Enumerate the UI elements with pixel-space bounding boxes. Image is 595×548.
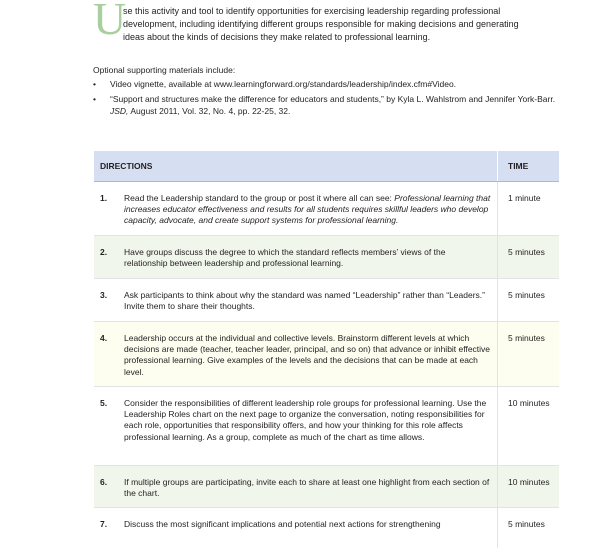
list-item	[93, 78, 562, 91]
step-number: 2.	[100, 247, 108, 257]
step-time: 1 minute	[497, 182, 559, 235]
step-text-plain: Read the Leadership standard to the group or post it where all can see:	[124, 193, 395, 203]
video-vignette-text: Video vignette, available at www.learningforward.org/standards/leadership/index.cfm#Video.	[110, 79, 457, 89]
table-row	[94, 279, 559, 322]
table-row	[94, 466, 559, 508]
step-number: 6.	[100, 477, 108, 487]
step-time: 5 minutes	[497, 322, 559, 386]
intro-line: ideas about the kinds of decisions they make related to professional learning.	[123, 32, 431, 42]
step-text	[124, 182, 497, 235]
drop-cap: U	[93, 0, 127, 44]
step-text: Consider the responsibilities of different leadership role groups for professional learning. Use the Leadership Roles chart on the next page to organize the conversation, noting responsibilities for each role, opportunities that responsibility offers, and how your thinking for this role affects professional learning. As a group, complete as much of the chart as time allows.	[124, 398, 487, 442]
step-time: 5 minutes	[497, 279, 559, 321]
article-citation: “Support and structures make the difference for educators and students,” by Kyla L. Wahlstrom and Jennifer York-Barr.	[110, 93, 556, 104]
standard-quote: Professional learning that increases educator effectiveness and results for all students requires skillful leaders who develop capacity, advocate, and create support systems for professional learning.	[124, 193, 491, 226]
bullet-icon: •	[93, 79, 96, 89]
bullet-icon: •	[93, 93, 96, 104]
step-time: 5 minutes	[497, 236, 559, 278]
article-citation-tail: August 2011, Vol. 32, No. 4, pp. 22-25, 32.	[128, 106, 291, 116]
table-row	[94, 322, 559, 387]
intro-line: development, including identifying different groups responsible for making decisions and generating	[123, 19, 519, 29]
step-time: 10 minutes	[497, 466, 559, 507]
step-time: 10 minutes	[497, 387, 559, 465]
list-item	[93, 93, 562, 118]
optional-materials-list	[93, 78, 562, 120]
step-text: Leadership occurs at the individual and collective levels. Brainstorm different levels at which decisions are made (teacher, teacher leader, principal, and so on) that advance or inhibit effective professional learning. Give examples of the levels and the decisions that can be made at each level.	[124, 333, 491, 377]
step-number: 7.	[100, 519, 108, 529]
step-text: Have groups discuss the degree to which the standard reflects members’ views of the relationship between leadership and professional learning.	[124, 247, 446, 269]
optional-materials-title: Optional supporting materials include:	[93, 65, 236, 75]
step-number: 3.	[100, 290, 108, 300]
step-text: Discuss the most significant implications and potential next actions for strengthening	[124, 519, 441, 529]
step-number: 5.	[100, 398, 108, 408]
step-text: Ask participants to think about why the standard was named “Leadership” rather than “Leaders.” Invite them to share their thoughts.	[124, 290, 485, 312]
step-text: If multiple groups are participating, invite each to share at least one highlight from each section of the chart.	[124, 477, 490, 499]
step-number: 4.	[100, 333, 108, 343]
directions-header: DIRECTIONS	[100, 161, 153, 171]
table-row	[94, 508, 559, 548]
step-number: 1.	[100, 193, 108, 203]
journal-name: JSD,	[110, 106, 129, 116]
table-row	[94, 236, 559, 279]
table-header	[94, 151, 559, 182]
time-header: TIME	[497, 151, 559, 181]
intro-line: se this activity and tool to identify opportunities for exercising leadership regarding professional	[123, 6, 501, 16]
table-row	[94, 182, 559, 236]
table-row	[94, 387, 559, 466]
directions-table	[94, 151, 559, 548]
step-time: 5 minutes	[497, 508, 559, 548]
